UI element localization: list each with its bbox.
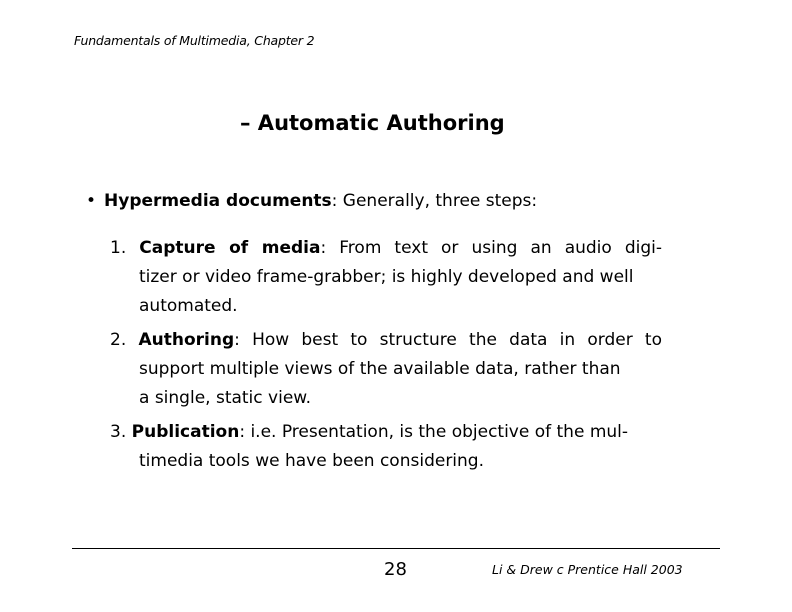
bullet-label: Hypermedia documents — [104, 191, 332, 211]
step-line: automated. — [139, 296, 238, 316]
running-header: Fundamentals of Multimedia, Chapter 2 — [74, 33, 315, 48]
bullet-text: : Generally, three steps: — [331, 191, 538, 211]
step-text: : How best to structure the data in order to — [234, 330, 663, 350]
step-item-3 — [110, 418, 662, 476]
step-number: 3. — [110, 422, 127, 442]
bullet-hypermedia-documents — [86, 191, 537, 211]
step-item-1 — [110, 234, 662, 321]
step-number: 1. — [110, 238, 127, 258]
step-label: Authoring — [138, 330, 235, 350]
step-line — [110, 418, 662, 447]
step-line — [110, 326, 662, 355]
page-number: 28 — [384, 559, 407, 580]
bullet-marker: • — [86, 191, 97, 211]
step-text: : From text or using an audio digi- — [320, 238, 663, 258]
step-line: support multiple views of the available data, rather than — [139, 359, 621, 379]
step-line: tizer or video frame-grabber; is highly developed and well — [139, 267, 634, 287]
step-line: a single, static view. — [139, 388, 312, 408]
step-label: Capture of media — [139, 238, 321, 258]
step-line: timedia tools we have been considering. — [139, 451, 484, 471]
step-text: : i.e. Presentation, is the objective of the mul- — [239, 422, 629, 442]
footer-credit: Li & Drew c Prentice Hall 2003 — [492, 562, 683, 577]
slide-title: – Automatic Authoring — [240, 111, 505, 135]
step-number: 2. — [110, 330, 127, 350]
step-label: Publication — [131, 422, 240, 442]
step-line — [110, 234, 662, 263]
step-item-2 — [110, 326, 662, 413]
footer-divider — [72, 548, 720, 549]
